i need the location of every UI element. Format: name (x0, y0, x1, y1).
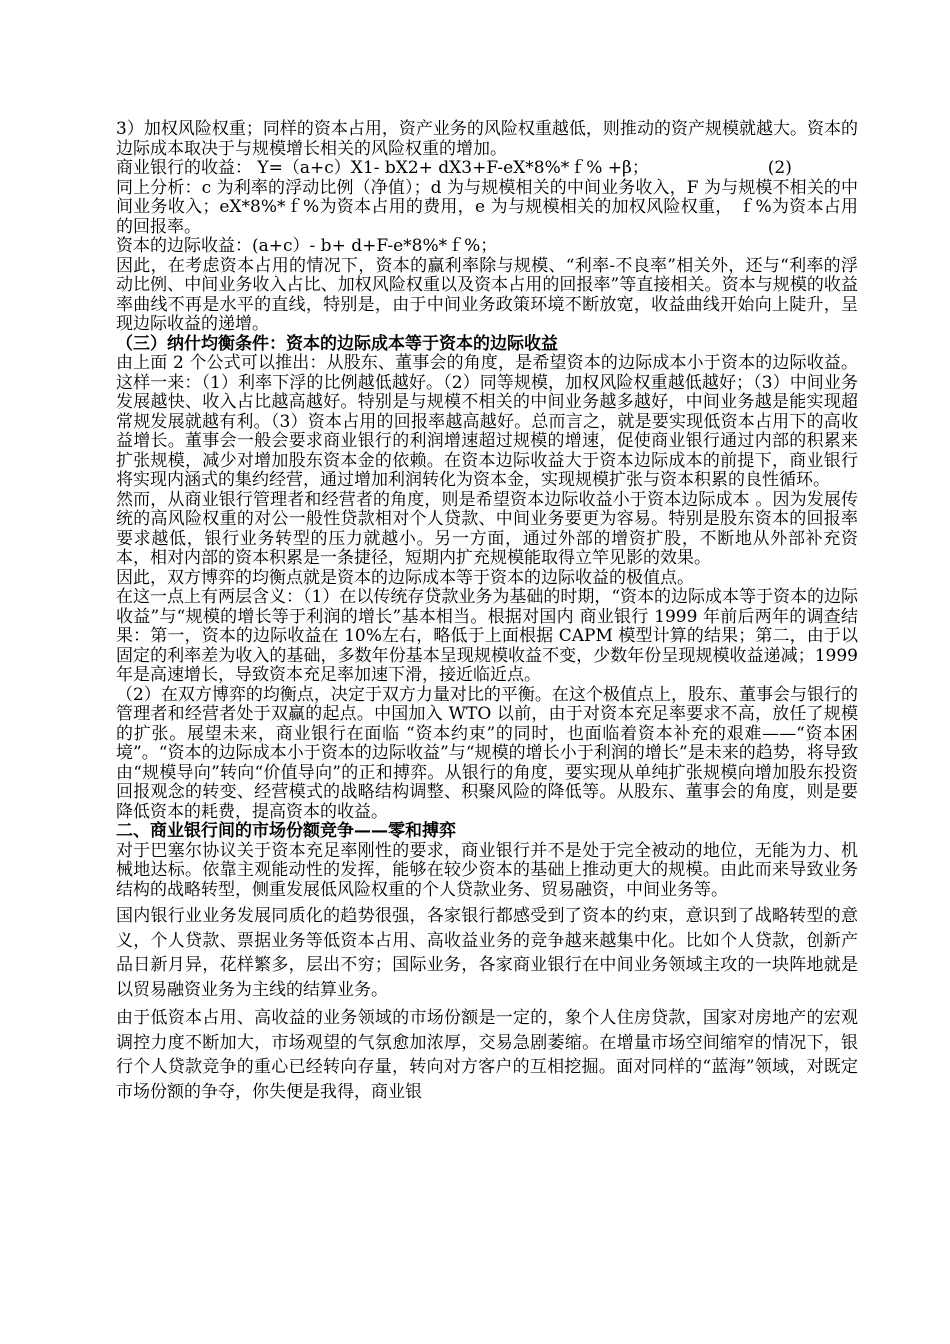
paragraph-manager-view: 然而，从商业银行管理者和经营者的角度，则是希望资本边际收益小于资本边际成本 。因为发展传统的高风险权重的对公一般性贷款相对个人贷款、中间业务要更为容易。特别是股东资本的回报率要求越低，银行业务转型的压力就越小。另一方面，通过外部的增资扩股，不断地从外部补充资本，相对内部的资本积累是一条捷径，短期内扩充规模能取得立竿见影的效果。 (116, 489, 858, 568)
formula-bank-revenue: 商业银行的收益： Y=（a+c）X1- bX2+ dX3+F-eX*8%*ｆ% +β； (2) (116, 158, 792, 178)
section-heading-market-share: 二、商业银行间的市场份额竞争——零和搏弈 (116, 821, 456, 841)
paragraph-analysis: 同上分析：c 为利率的浮动比例（净值）；d 为与规模相关的中间业务收入，F 为与规模不相关的中间业务收入；eX*8%*ｆ%为资本占用的费用，e 为与规模相关的加权风险权重， ｆ%为资本占用的回报率。 (116, 177, 858, 237)
paragraph-shareholder-view: 由上面 2 个公式可以推出：从股东、董事会的角度，是希望资本的边际成本小于资本的边际收益。这样一来：（1）利率下浮的比例越低越好。（2）同等规模，加权风险权重越低越好；（3）中间业务发展越快、收入占比越高越好。特别是与规模不相关的中间业务越多越好，中间业务越是能实现超常规发展就越有利。（3）资本占用的回报率越高越好。总而言之，就是要实现低资本占用下的高收益增长。董事会一般会要求商业银行的利润增速超过规模的增速，促使商业银行通过内部的积累来扩张规模，减少对增加股东资本金的依赖。在资本边际收益大于资本边际成本的前提下，商业银行将实现内涵式的集约经营，通过增加利润转化为资本金，实现规模扩张与资本积累的良性循环。 (116, 353, 858, 490)
paragraph-meaning-2: （2）在双方博弈的均衡点，决定于双方力量对比的平衡。在这个极值点上，股东、董事会与银行的管理者和经营者处于双赢的起点。中国加入 WTO 以前，由于对资本充足率要求不高，放任了规模的扩张。展望未来，商业银行在面临 “资本约束”的同时，也面临着资本补充的艰难——“资本困境”。“资本的边际成本小于资本的边际收益”与“规模的增长小于利润的增长”是未来的趋势，将导致由“规模导向”转向“价值导向”的正和搏弈。从银行的角度，要实现从单纯扩张规模向增加股东投资回报观念的转变、经营模式的战略结构调整、积聚风险的降低等。从股东、董事会的角度，则是要降低资本的耗费，提高资本的收益。 (116, 684, 858, 822)
paragraph-market-share: 由于低资本占用、高收益的业务领域的市场份额是一定的，象个人住房贷款，国家对房地产的宏观调控力度不断加大，市场观望的气氛愈加浓厚，交易急剧萎缩。在增量市场空间缩窄的情况下，银行个人贷款竞争的重心已经转向存量，转向对方客户的互相挖掘。面对同样的“蓝海”领域，对既定市场份额的争夺，你失便是我得，商业银 (116, 1008, 858, 1102)
paragraph-basel: 对于巴塞尔协议关于资本充足率刚性的要求，商业银行并不是处于完全被动的地位，无能为力、机械地达标。依靠主观能动性的发挥，能够在较少资本的基础上推动更大的规模。由此而来导致业务结构的战略转型，侧重发展低风险权重的个人贷款业务、贸易融资，中间业务等。 (116, 840, 858, 900)
paragraph-meaning-1: 在这一点上有两层含义：（1）在以传统存贷款业务为基础的时期，“资本的边际成本等于资本的边际收益”与“规模的增长等于利润的增长”基本相当。根据对国内 商业银行 1999 年前后两年的调查结果：第一，资本的边际收益在 10%左右，略低于上面根据 CAPM 模型计算的结果；第二，由于以固定的利率差为收入的基础，多数年份基本呈现规模收益不变，少数年份呈现规模收益递减；1999 年是高速增长，导致资本充足率加速下滑，接近临近点。 (116, 587, 859, 685)
formula-marginal-revenue: 资本的边际收益：(a+c）- b+ d+F-e*8%*ｆ%； (116, 236, 498, 256)
section-heading-nash: （三）纳什均衡条件：资本的边际成本等于资本的边际收益 (116, 333, 558, 354)
paragraph-homogenization: 国内银行业业务发展同质化的趋势很强，各家银行都感受到了资本的约束，意识到了战略转型的意义，个人贷款、票据业务等低资本占用、高收益业务的竞争越来越集中化。比如个人贷款，创新产品日新月异，花样繁多，层出不穷；国际业务，各家商业银行在中间业务领域主攻的一块阵地就是以贸易融资业务为主线的结算业务。 (116, 906, 858, 1000)
paragraph-equilibrium: 因此，双方博弈的均衡点就是资本的边际成本等于资本的边际收益的极值点。 (116, 567, 694, 588)
document-page (116, 120, 858, 1104)
paragraph-conclusion: 因此，在考虑资本占用的情况下，资本的赢利率除与规模、“利率-不良率”相关外，还与“利率的浮动比例、中间业务收入占比、加权风险权重以及资本占用的回报率”等直接相关。资本与规模的收益率曲线不再是水平的直线，特别是，由于中间业务政策环境不断放宽，收益曲线开始向上陡升，呈现边际收益的递增。 (116, 255, 858, 334)
paragraph-risk-weight: 3）加权风险权重；同样的资本占用，资产业务的风险权重越低，则推动的资产规模就越大。资本的边际成本取决于与规模增长相关的风险权重的增加。 (116, 119, 858, 159)
